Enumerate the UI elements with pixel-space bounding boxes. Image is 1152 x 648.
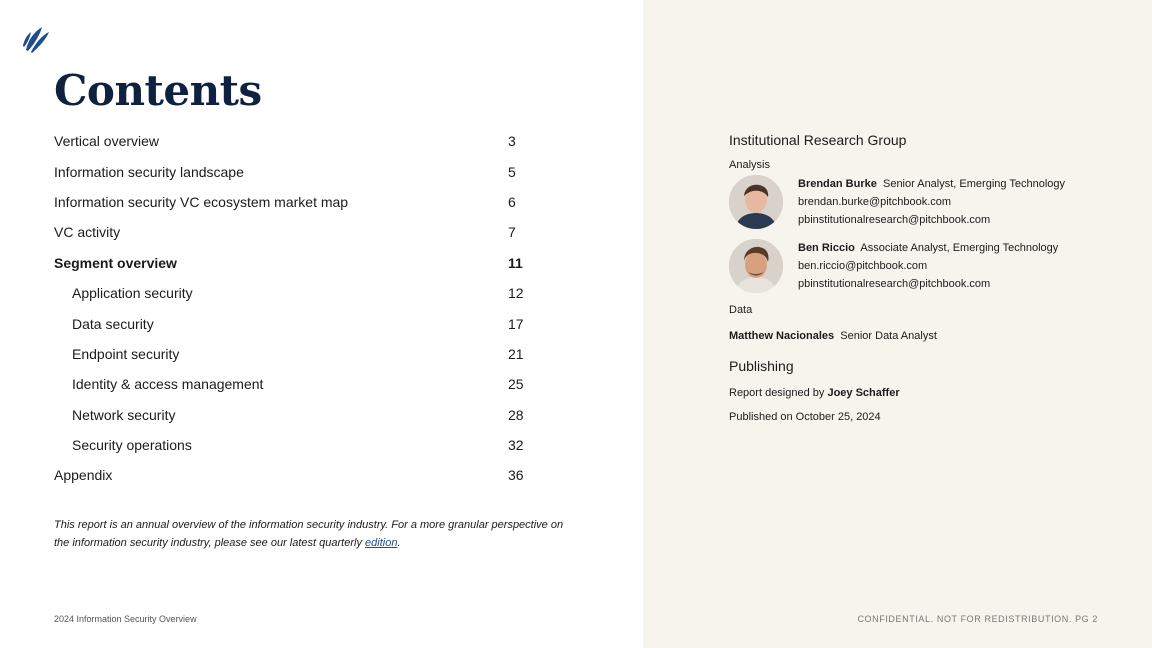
data-analyst-role: Senior Data Analyst	[840, 330, 937, 342]
toc-page: 7	[508, 224, 516, 241]
data-label: Data	[729, 304, 753, 316]
analysis-label: Analysis	[729, 159, 770, 171]
analyst-team-email[interactable]: pbinstitutionalresearch@pitchbook.com	[798, 214, 991, 226]
publishing-title: Publishing	[729, 358, 794, 374]
footer-report-name: 2024 Information Security Overview	[54, 614, 197, 624]
toc-page: 6	[508, 193, 516, 210]
toc-page: 36	[508, 467, 524, 484]
toc-item[interactable]	[54, 217, 534, 247]
toc-subitem[interactable]	[54, 308, 534, 338]
toc-label: Security operations	[72, 437, 192, 454]
analyst-email[interactable]: brendan.burke@pitchbook.com	[798, 196, 952, 208]
analyst-name: Brendan Burke	[798, 178, 877, 190]
toc-subitem[interactable]	[54, 278, 534, 308]
designer-name: Joey Schaffer	[827, 387, 900, 399]
analyst-name: Ben Riccio	[798, 242, 855, 254]
designer-line	[729, 387, 900, 399]
table-of-contents	[54, 126, 534, 491]
note-text: This report is an annual overview of the information security industry. For a more granular perspective on the information security industry, please see our latest quarterly	[54, 519, 564, 549]
analyst-card	[729, 175, 1109, 231]
toc-subitem[interactable]	[54, 430, 534, 460]
page-title: Contents	[54, 66, 262, 115]
toc-label: Information security VC ecosystem market map	[54, 193, 349, 210]
toc-item[interactable]	[54, 126, 534, 156]
toc-label: Appendix	[54, 467, 113, 484]
toc-page: 32	[508, 437, 524, 454]
toc-subitem[interactable]	[54, 400, 534, 430]
analyst-role: Senior Analyst, Emerging Technology	[882, 178, 1065, 190]
toc-page: 17	[508, 315, 524, 332]
toc-label: Endpoint security	[72, 345, 180, 362]
toc-page: 25	[508, 376, 524, 393]
logo-icon	[22, 24, 50, 54]
note-end: .	[397, 537, 401, 549]
analyst-details	[798, 175, 1065, 229]
toc-page: 21	[508, 345, 524, 362]
toc-label: Vertical overview	[54, 133, 160, 150]
analyst-details	[798, 239, 1058, 293]
toc-label: Identity & access management	[72, 376, 264, 393]
data-analyst	[729, 330, 937, 342]
analyst-team-email[interactable]: pbinstitutionalresearch@pitchbook.com	[798, 278, 991, 290]
edition-link[interactable]: edition	[365, 537, 398, 549]
toc-page: 5	[508, 163, 516, 180]
toc-page: 11	[508, 254, 523, 271]
analyst-role: Associate Analyst, Emerging Technology	[860, 242, 1059, 254]
toc-item[interactable]	[54, 248, 534, 278]
analyst-card	[729, 239, 1109, 295]
avatar	[729, 175, 783, 229]
right-panel	[643, 0, 1152, 648]
published-date: Published on October 25, 2024	[729, 411, 881, 423]
report-note	[54, 516, 574, 552]
toc-label: Information security landscape	[54, 163, 244, 180]
toc-item[interactable]	[54, 156, 534, 186]
toc-subitem[interactable]	[54, 369, 534, 399]
toc-page: 12	[508, 285, 524, 302]
toc-page: 28	[508, 406, 524, 423]
avatar	[729, 239, 783, 293]
footer-confidential: CONFIDENTIAL. NOT FOR REDISTRIBUTION. PG 2	[857, 614, 1098, 624]
data-analyst-name: Matthew Nacionales	[729, 330, 835, 342]
toc-page: 3	[508, 133, 516, 150]
toc-label: Application security	[72, 285, 193, 302]
toc-label: Segment overview	[54, 254, 177, 271]
toc-label: VC activity	[54, 224, 121, 241]
designed-prefix: Report designed by	[729, 387, 828, 399]
research-group-title: Institutional Research Group	[729, 132, 907, 148]
toc-label: Data security	[72, 315, 154, 332]
analyst-email[interactable]: ben.riccio@pitchbook.com	[798, 260, 928, 272]
toc-subitem[interactable]	[54, 339, 534, 369]
toc-item[interactable]	[54, 460, 534, 490]
toc-label: Network security	[72, 406, 176, 423]
toc-item[interactable]	[54, 187, 534, 217]
